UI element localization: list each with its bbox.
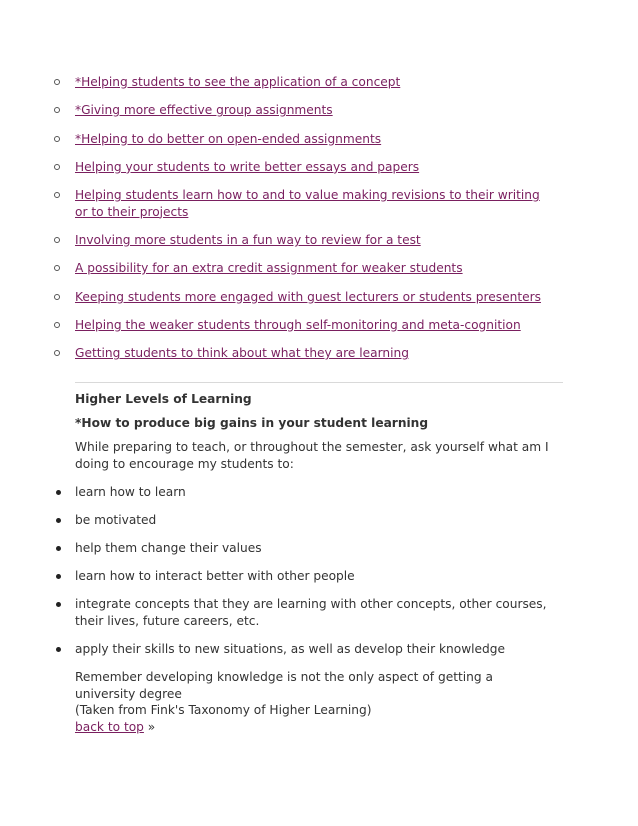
bullet-dot-icon xyxy=(56,647,61,652)
closing-remember: Remember developing knowledge is not the only aspect of getting a university degree xyxy=(75,670,493,701)
list-item xyxy=(54,159,554,176)
list-item xyxy=(54,187,554,220)
circle-bullet-icon xyxy=(54,192,60,198)
link-item[interactable]: Helping the weaker students through self-monitoring and meta-cognition xyxy=(75,317,521,332)
list-item xyxy=(54,260,554,277)
bullet-dot-icon xyxy=(56,574,61,579)
circle-bullet-icon xyxy=(54,294,60,300)
link-item[interactable]: Helping students learn how to and to value making revisions to their writing or to their projects xyxy=(75,188,540,219)
link-item[interactable]: Keeping students more engaged with guest lecturers or students presenters xyxy=(75,289,541,304)
link-list xyxy=(54,74,554,373)
link-item[interactable]: A possibility for an extra credit assignment for weaker students xyxy=(75,261,463,276)
circle-bullet-icon xyxy=(54,237,60,243)
back-arrow-icon: » xyxy=(143,719,156,734)
list-item xyxy=(54,484,564,501)
bullet-text: help them change their values xyxy=(75,541,262,556)
link-item[interactable]: *Helping students to see the application of a concept xyxy=(75,75,401,89)
divider xyxy=(75,382,563,383)
list-item xyxy=(54,596,564,629)
list-item xyxy=(54,345,554,362)
bullet-text: learn how to learn xyxy=(75,485,186,499)
section-intro: While preparing to teach, or throughout the semester, ask yourself what am I doing to encourage my students to: xyxy=(75,440,549,471)
link-item[interactable]: Involving more students in a fun way to review for a test xyxy=(75,232,421,247)
link-item[interactable]: Getting students to think about what they are learning xyxy=(75,346,409,361)
list-item xyxy=(54,540,564,557)
circle-bullet-icon xyxy=(54,136,60,142)
bullet-text: be motivated xyxy=(75,513,157,528)
bullet-text: learn how to interact better with other people xyxy=(75,569,355,584)
section-title: Higher Levels of Learning xyxy=(75,392,252,406)
bullet-dot-icon xyxy=(56,546,61,551)
bullet-dot-icon xyxy=(56,490,61,495)
list-item xyxy=(54,568,564,585)
circle-bullet-icon xyxy=(54,322,60,328)
list-item xyxy=(54,317,554,334)
circle-bullet-icon xyxy=(54,164,60,170)
section-subtitle: *How to produce big gains in your student learning xyxy=(75,416,429,430)
list-item xyxy=(54,131,554,148)
circle-bullet-icon xyxy=(54,107,60,113)
list-item xyxy=(54,102,554,119)
circle-bullet-icon xyxy=(54,79,60,85)
link-item[interactable]: *Helping to do better on open-ended assignments xyxy=(75,131,382,146)
circle-bullet-icon xyxy=(54,265,60,271)
link-item[interactable]: Helping your students to write better essays and papers xyxy=(75,159,420,174)
closing-block xyxy=(75,669,545,735)
closing-source: (Taken from Fink's Taxonomy of Higher Learning) xyxy=(75,703,372,717)
list-item xyxy=(54,74,554,91)
back-to-top-row xyxy=(75,719,545,736)
link-item[interactable]: *Giving more effective group assignments xyxy=(75,103,333,118)
bullet-list xyxy=(54,484,564,669)
bullet-text: apply their skills to new situations, as well as develop their knowledge xyxy=(75,641,506,656)
list-item xyxy=(54,289,554,306)
list-item xyxy=(54,641,564,658)
bullet-text: integrate concepts that they are learning with other concepts, other courses, their lives, future careers, etc. xyxy=(75,597,547,628)
list-item xyxy=(54,512,564,529)
back-to-top-link[interactable]: back to top xyxy=(75,719,144,734)
bullet-dot-icon xyxy=(56,602,61,607)
list-item xyxy=(54,232,554,249)
circle-bullet-icon xyxy=(54,350,60,356)
bullet-dot-icon xyxy=(56,518,61,523)
